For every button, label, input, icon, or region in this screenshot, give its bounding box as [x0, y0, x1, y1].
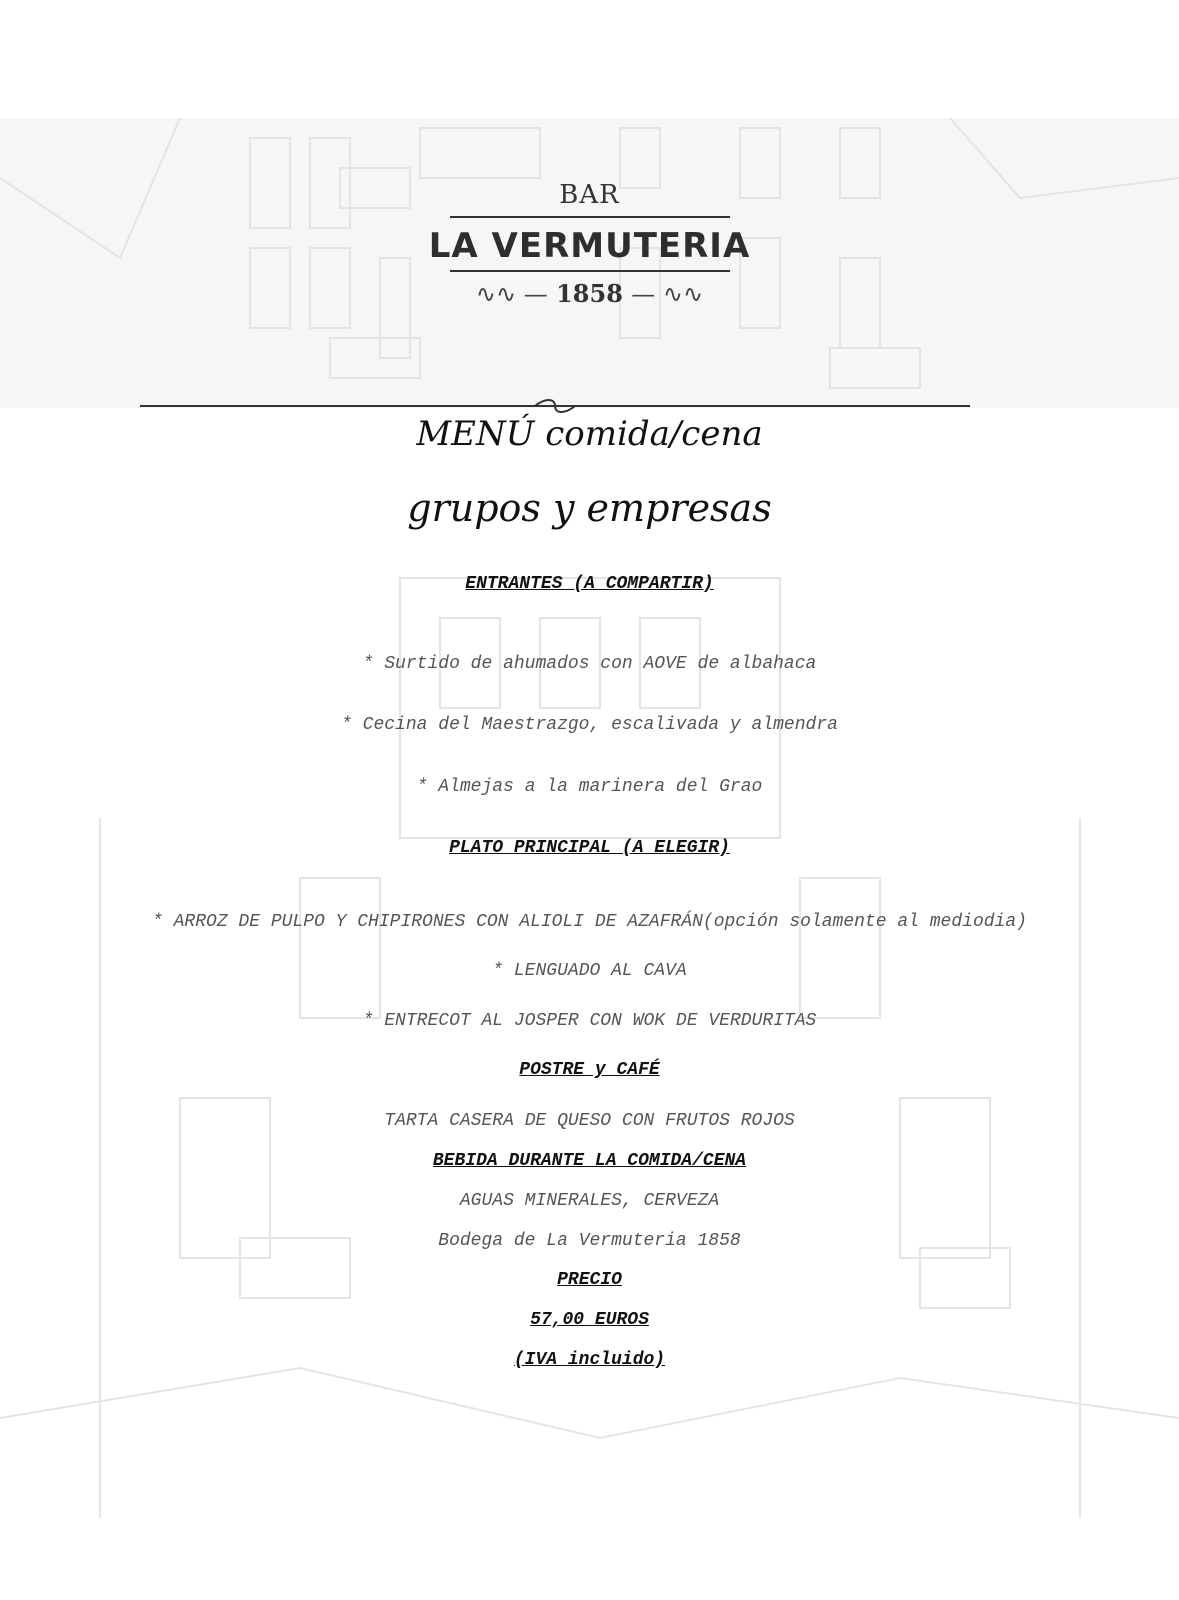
logo-right-flourish-icon: — ∿∿ [631, 280, 704, 308]
logo-bottom-rule [450, 268, 730, 274]
principal-item: * LENGUADO AL CAVA [492, 961, 687, 981]
principal-heading: PLATO PRINCIPAL (A ELEGIR) [449, 838, 730, 858]
entrantes-item: * Almejas a la marinera del Grao [416, 777, 763, 797]
background-building-illustration [0, 118, 1179, 1600]
precio-amount: 57,00 EUROS [530, 1310, 649, 1330]
postre-item: TARTA CASERA DE QUESO CON FRUTOS ROJOS [384, 1111, 795, 1131]
menu-title: MENÚ comida/cena [416, 414, 763, 454]
logo-bar-text: BAR [559, 180, 620, 210]
banner-divider [140, 396, 970, 416]
principal-item: * ENTRECOT AL JOSPER CON WOK DE VERDURITAS [362, 1011, 817, 1031]
logo-name-text: LA VERMUTERIA [428, 226, 751, 266]
logo-left-flourish-icon: ∿∿ — [475, 280, 548, 308]
entrantes-item: * Surtido de ahumados con AOVE de albahaca [362, 654, 817, 674]
postre-heading: POSTRE y CAFÉ [519, 1060, 660, 1080]
bebida-heading: BEBIDA DURANTE LA COMIDA/CENA [432, 1151, 747, 1171]
bar-logo [0, 180, 1179, 308]
bebida-item: AGUAS MINERALES, CERVEZA [459, 1191, 720, 1211]
precio-heading: PRECIO [557, 1270, 622, 1290]
logo-top-rule [450, 214, 730, 220]
entrantes-item: * Cecina del Maestrazgo, escalivada y almendra [341, 715, 838, 735]
principal-item: * ARROZ DE PULPO Y CHIPIRONES CON ALIOLI DE AZAFRÁN(opción solamente al mediodia) [152, 912, 1027, 932]
precio-note: (IVA incluido) [513, 1350, 666, 1370]
logo-year-text: ∿∿ — 1858 — ∿∿ [475, 279, 704, 308]
menu-subtitle: grupos y empresas [407, 486, 772, 530]
entrantes-heading: ENTRANTES (A COMPARTIR) [465, 574, 714, 594]
bebida-item: Bodega de La Vermuteria 1858 [438, 1231, 741, 1251]
